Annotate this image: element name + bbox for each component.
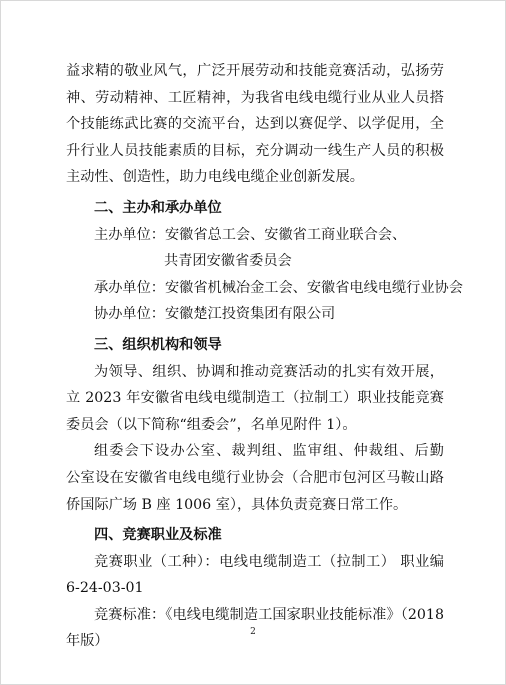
paragraph-line: 神、劳动精神、工匠精神，为我省电线电缆行业从业人员搭: [66, 89, 444, 106]
undertaker-line: 承办单位：安徽省机械冶金工会、安徽省电线电缆行业协会: [94, 279, 463, 296]
paragraph-line: 委员会（以下简称“组委会”，名单见附件 1）。: [66, 416, 357, 433]
paragraph-line: 主动性、创造性，助力电线电缆企业创新发展。: [66, 169, 364, 186]
paragraph-line: 侨国际广场 B 座 1006 室），具体负责竞赛日常工作。: [66, 496, 408, 513]
section-heading-4: 四、竞赛职业及标准: [94, 527, 222, 544]
section-heading-3: 三、组织机构和领导: [94, 336, 222, 353]
section-heading-2: 二、主办和承办单位: [94, 199, 222, 216]
paragraph-line: 升行业人员技能素质的目标，充分调动一线生产人员的积极: [66, 142, 444, 159]
co-organizer-line: 协办单位：安徽楚江投资集团有限公司: [94, 306, 336, 323]
paragraph-line: 益求精的敬业风气，广泛开展劳动和技能竞赛活动，弘扬劳: [66, 63, 444, 79]
page-number: 2: [250, 627, 256, 637]
organizer-line: 主办单位：安徽省总工会、安徽省工商业联合会、: [94, 226, 407, 243]
paragraph-line: 个技能练武比赛的交流平台，达到以赛促学、以学促用，全: [66, 116, 444, 133]
organizer-line-continued: 共青团安徽省委员会: [164, 253, 292, 270]
standard-line-continued: 年版）: [66, 633, 109, 650]
standard-line: 竞赛标准：《电线电缆制造工国家职业技能标准》（2018: [94, 606, 444, 623]
occupation-code: 6-24-03-01: [66, 580, 144, 597]
paragraph-line: 为领导、组织、协调和推动竞赛活动的扎实有效开展，: [94, 363, 444, 380]
paragraph-line: 组委会下设办公室、裁判组、监审组、仲裁组、后勤: [94, 443, 444, 460]
paragraph-line: 公室设在安徽省电线电缆行业协会（合肥市包河区马鞍山路: [66, 469, 444, 486]
paragraph-line: 立 2023 年安徽省电线电缆制造工（拉制工）职业技能竞赛: [66, 390, 444, 407]
document-body: [66, 58, 463, 655]
occupation-line: 竞赛职业（工种）：电线电缆制造工（拉制工） 职业编: [94, 553, 444, 570]
